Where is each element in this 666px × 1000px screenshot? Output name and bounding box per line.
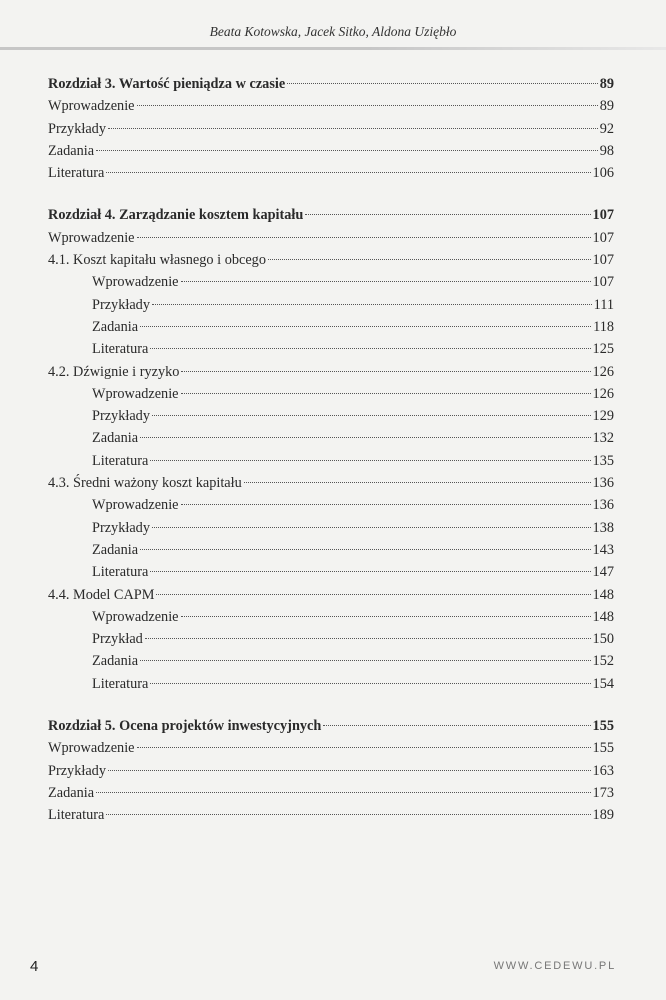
dot-leader — [287, 83, 598, 84]
dot-leader — [305, 214, 590, 215]
toc-entry-label: 4.2. Dźwignie i ryzyko — [48, 363, 180, 380]
toc-entry — [48, 561, 614, 583]
toc-entry — [48, 472, 614, 494]
toc-page-number: 107 — [592, 229, 614, 246]
toc-entry — [48, 95, 614, 117]
toc-page-number: 118 — [593, 318, 614, 335]
dot-leader — [181, 393, 591, 394]
toc-entry — [48, 673, 614, 695]
table-of-contents — [48, 73, 614, 847]
toc-entry — [48, 405, 614, 427]
dot-leader — [152, 527, 591, 528]
toc-entry-label: Rozdział 3. Wartość pieniądza w czasie — [48, 76, 286, 92]
dot-leader — [106, 814, 590, 815]
dot-leader — [137, 105, 598, 106]
running-head: Beata Kotowska, Jacek Sitko, Aldona Uziębło — [209, 24, 457, 39]
toc-chapter — [48, 715, 614, 826]
toc-page-number: 111 — [593, 296, 614, 313]
toc-entry-label: Wprowadzenie — [92, 608, 179, 625]
toc-page-number: 173 — [592, 784, 614, 801]
toc-entry-label: Literatura — [48, 807, 105, 824]
toc-entry-label: Rozdział 5. Ocena projektów inwestycyjnych — [48, 718, 322, 735]
toc-page-number: 163 — [592, 762, 614, 779]
toc-page-number: 129 — [592, 408, 614, 425]
dot-leader — [137, 747, 591, 748]
toc-chapter-heading — [48, 204, 614, 226]
toc-entry — [48, 118, 614, 140]
toc-entry — [48, 517, 614, 539]
toc-page-number: 150 — [592, 631, 614, 648]
toc-page-number: 107 — [592, 207, 614, 224]
toc-page-number: 189 — [592, 807, 614, 824]
toc-entry — [48, 162, 614, 184]
toc-page-number: 125 — [592, 341, 614, 358]
toc-page-number: 154 — [592, 675, 614, 692]
toc-entry-label: Zadania — [92, 541, 139, 558]
toc-page-number: 132 — [592, 430, 614, 447]
toc-page-number: 136 — [592, 497, 614, 514]
toc-page-number: 126 — [592, 363, 614, 380]
toc-entry-label: 4.3. Średni ważony koszt kapitału — [48, 475, 242, 492]
toc-entry — [48, 227, 614, 249]
dot-leader — [137, 237, 591, 238]
dot-leader — [96, 792, 591, 793]
dot-leader — [181, 616, 591, 617]
dot-leader — [181, 281, 591, 282]
toc-chapter — [48, 204, 614, 695]
dot-leader — [323, 725, 590, 726]
toc-entry — [48, 539, 614, 561]
toc-entry-label: Wprowadzenie — [92, 274, 179, 291]
toc-entry — [48, 338, 614, 360]
publisher-website: WWW.CEDEWU.PL — [493, 960, 616, 972]
toc-entry — [48, 140, 614, 162]
dot-leader — [181, 371, 590, 372]
toc-entry — [48, 628, 614, 650]
toc-entry — [48, 584, 614, 606]
toc-entry — [48, 361, 614, 383]
toc-entry-label: Przykłady — [48, 762, 106, 779]
dot-leader — [181, 504, 591, 505]
toc-entry-label: Wprowadzenie — [92, 385, 179, 402]
toc-entry-label: 4.1. Koszt kapitału własnego i obcego — [48, 252, 266, 269]
toc-entry-label: Zadania — [92, 318, 139, 335]
dot-leader — [108, 770, 591, 771]
dot-leader — [140, 437, 591, 438]
dot-leader — [156, 594, 590, 595]
toc-entry-label: Zadania — [92, 653, 139, 670]
toc-page-number: 148 — [592, 586, 614, 603]
dot-leader — [108, 128, 598, 129]
dot-leader — [152, 415, 591, 416]
dot-leader — [150, 348, 590, 349]
header-rule — [0, 47, 666, 50]
dot-leader — [150, 571, 590, 572]
dot-leader — [140, 326, 591, 327]
dot-leader — [140, 660, 591, 661]
toc-page-number: 98 — [599, 142, 614, 159]
toc-entry — [48, 494, 614, 516]
toc-entry-label: Wprowadzenie — [48, 740, 135, 757]
toc-page-number: 143 — [592, 541, 614, 558]
toc-entry-label: Zadania — [48, 142, 95, 159]
toc-entry — [48, 804, 614, 826]
toc-page-number: 155 — [592, 718, 614, 735]
toc-entry-label: Przykłady — [48, 120, 106, 137]
page-number: 4 — [30, 958, 39, 975]
toc-entry — [48, 316, 614, 338]
toc-entry — [48, 450, 614, 472]
dot-leader — [96, 150, 598, 151]
toc-entry-label: Przykłady — [92, 408, 150, 425]
toc-entry — [48, 427, 614, 449]
dot-leader — [268, 259, 591, 260]
toc-page-number: 126 — [592, 385, 614, 402]
toc-page-number: 135 — [592, 452, 614, 469]
dot-leader — [150, 683, 590, 684]
toc-entry-label: Zadania — [92, 430, 139, 447]
toc-entry — [48, 782, 614, 804]
toc-entry-label: 4.4. Model CAPM — [48, 586, 155, 603]
toc-page-number: 107 — [592, 274, 614, 291]
dot-leader — [106, 172, 590, 173]
dot-leader — [145, 638, 591, 639]
toc-entry — [48, 737, 614, 759]
toc-page-number: 107 — [592, 252, 614, 269]
toc-entry-label: Literatura — [92, 452, 149, 469]
toc-entry-label: Literatura — [92, 675, 149, 692]
dot-leader — [152, 304, 592, 305]
toc-page-number: 147 — [592, 564, 614, 581]
toc-entry-label: Przykład — [92, 631, 143, 648]
toc-entry-label: Literatura — [48, 165, 105, 182]
dot-leader — [244, 482, 591, 483]
toc-entry — [48, 650, 614, 672]
toc-page-number: 148 — [592, 608, 614, 625]
toc-chapter-heading — [48, 73, 614, 95]
toc-page-number: 92 — [599, 120, 614, 137]
toc-entry-label: Przykłady — [92, 519, 150, 536]
toc-entry-label: Wprowadzenie — [48, 229, 135, 246]
toc-page-number: 152 — [592, 653, 614, 670]
toc-entry — [48, 271, 614, 293]
toc-entry-label: Literatura — [92, 341, 149, 358]
toc-entry — [48, 760, 614, 782]
toc-entry-label: Przykłady — [92, 296, 150, 313]
toc-entry-label: Zadania — [48, 784, 95, 801]
toc-chapter — [48, 73, 614, 184]
toc-entry — [48, 383, 614, 405]
toc-page-number: 106 — [592, 165, 614, 182]
toc-entry-label: Wprowadzenie — [92, 497, 179, 514]
toc-chapter-heading — [48, 715, 614, 737]
toc-entry-label: Rozdział 4. Zarządzanie kosztem kapitału — [48, 207, 304, 224]
dot-leader — [150, 460, 590, 461]
toc-page-number: 138 — [592, 519, 614, 536]
toc-entry — [48, 606, 614, 628]
toc-page-number: 136 — [592, 475, 614, 492]
toc-entry — [48, 249, 614, 271]
toc-entry — [48, 294, 614, 316]
dot-leader — [140, 549, 591, 550]
toc-page-number: 89 — [599, 98, 614, 115]
toc-entry-label: Literatura — [92, 564, 149, 581]
toc-page-number: 89 — [599, 76, 614, 92]
toc-entry-label: Wprowadzenie — [48, 98, 135, 115]
toc-page-number: 155 — [592, 740, 614, 757]
